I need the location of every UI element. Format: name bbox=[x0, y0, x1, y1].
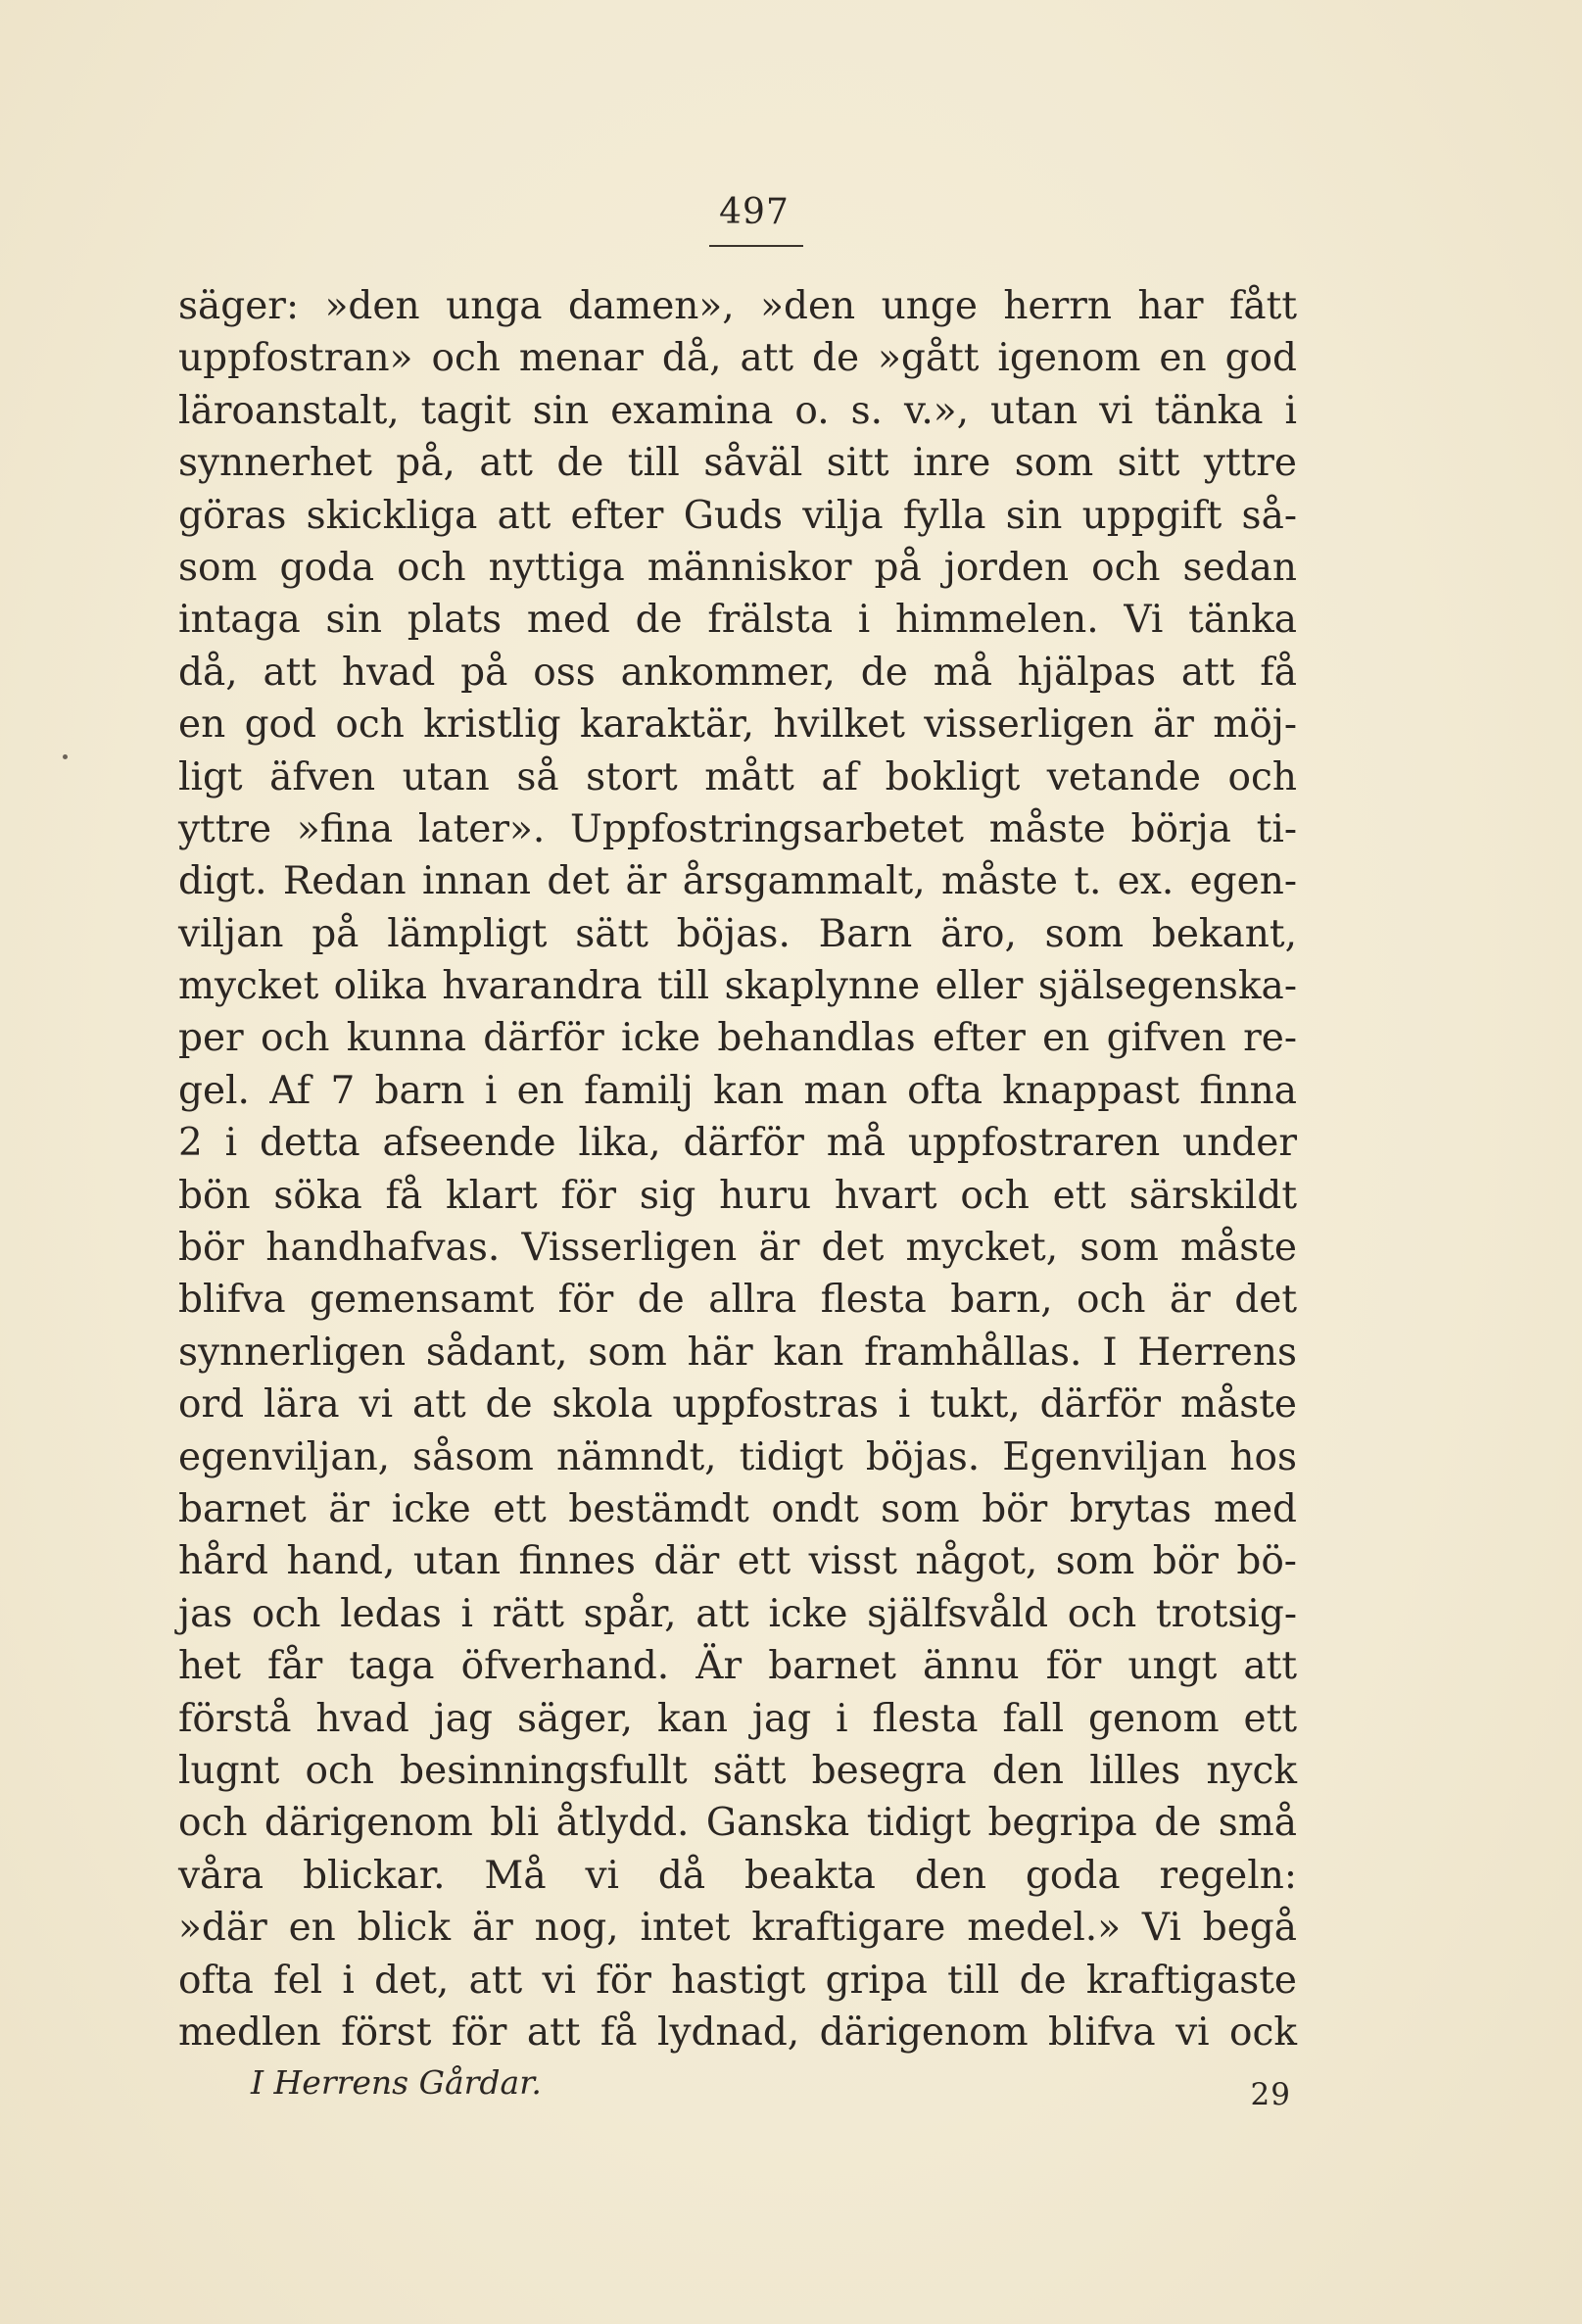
text-line: säger: »den unga damen», »den unge herrn har fått bbox=[178, 284, 1297, 328]
text-line: mycket olika hvarandra till skaplynne eller själsegenska- bbox=[178, 964, 1297, 1009]
text-line: digt. Redan innan det är årsgammalt, måste t. ex. egen- bbox=[178, 859, 1297, 904]
text-line: då, att hvad på oss ankommer, de må hjälpas att få bbox=[178, 650, 1297, 695]
text-line: hård hand, utan finnes där ett visst något, som bör bö- bbox=[178, 1539, 1297, 1584]
signature-mark: 29 bbox=[1250, 2077, 1291, 2112]
text-line: lugnt och besinningsfullt sätt besegra den lilles nyck bbox=[178, 1748, 1297, 1793]
text-line: viljan på lämpligt sätt böjas. Barn äro, som bekant, bbox=[178, 911, 1297, 956]
text-line: ligt äfven utan så stort mått af bokligt vetande och bbox=[178, 754, 1297, 799]
text-line: blifva gemensamt för de allra flesta barn, och är det bbox=[178, 1278, 1297, 1323]
page-footer bbox=[178, 2063, 1297, 2122]
text-line: läroanstalt, tagit sin examina o. s. v.», utan vi tänka i bbox=[178, 388, 1297, 433]
footer-book-title: I Herrens Gårdar. bbox=[251, 2063, 542, 2102]
text-line: jas och ledas i rätt spår, att icke själfsvåld och trotsig- bbox=[178, 1591, 1297, 1636]
text-line: förstå hvad jag säger, kan jag i flesta fall genom ett bbox=[178, 1696, 1297, 1741]
text-line: barnet är icke ett bestämdt ondt som bör brytas med bbox=[178, 1486, 1297, 1531]
body-text bbox=[178, 280, 1297, 2058]
text-line: synnerhet på, att de till såväl sitt inre som sitt yttre bbox=[178, 441, 1297, 486]
text-line: 2 i detta afseende lika, därför må uppfostraren under bbox=[178, 1121, 1297, 1166]
text-line: ofta fel i det, att vi för hastigt gripa till de kraftigaste bbox=[178, 1958, 1297, 2003]
text-line: bön söka få klart för sig huru hvart och ett särskildt bbox=[178, 1173, 1297, 1218]
text-line: bör handhafvas. Visserligen är det mycket, som måste bbox=[178, 1226, 1297, 1271]
text-line: yttre »fina later». Uppfostringsarbetet måste börja ti- bbox=[178, 806, 1297, 851]
text-line: ord lära vi att de skola uppfostras i tukt, därför måste bbox=[178, 1382, 1297, 1428]
text-line: »där en blick är nog, intet kraftigare medel.» Vi begå bbox=[178, 1906, 1297, 1951]
text-line: som goda och nyttiga människor på jorden och sedan bbox=[178, 545, 1297, 590]
text-line: egenviljan, såsom nämndt, tidigt böjas. Egenviljan hos bbox=[178, 1434, 1297, 1479]
text-line: våra blickar. Må vi då beakta den goda regeln: bbox=[178, 1853, 1297, 1898]
text-line: medlen först för att få lydnad, därigenom blifva vi ock bbox=[178, 2009, 1297, 2055]
page-number-rule bbox=[709, 245, 803, 247]
margin-speck bbox=[63, 754, 68, 759]
text-line: synnerligen sådant, som här kan framhållas. I Herrens bbox=[178, 1330, 1297, 1375]
text-line: gel. Af 7 barn i en familj kan man ofta knappast finna bbox=[178, 1068, 1297, 1113]
text-line: per och kunna därför icke behandlas efter en gifven re- bbox=[178, 1016, 1297, 1061]
text-line: och därigenom bli åtlydd. Ganska tidigt begripa de små bbox=[178, 1801, 1297, 1846]
text-line: en god och kristlig karaktär, hvilket visserligen är möj- bbox=[178, 702, 1297, 748]
text-line: intaga sin plats med de frälsta i himmelen. Vi tänka bbox=[178, 598, 1297, 643]
text-line: uppfostran» och menar då, att de »gått igenom en god bbox=[178, 336, 1297, 381]
text-line: göras skickliga att efter Guds vilja fylla sin uppgift så- bbox=[178, 493, 1297, 538]
page-number: 497 bbox=[719, 192, 790, 232]
text-line: het får taga öfverhand. Är barnet ännu för ungt att bbox=[178, 1644, 1297, 1689]
